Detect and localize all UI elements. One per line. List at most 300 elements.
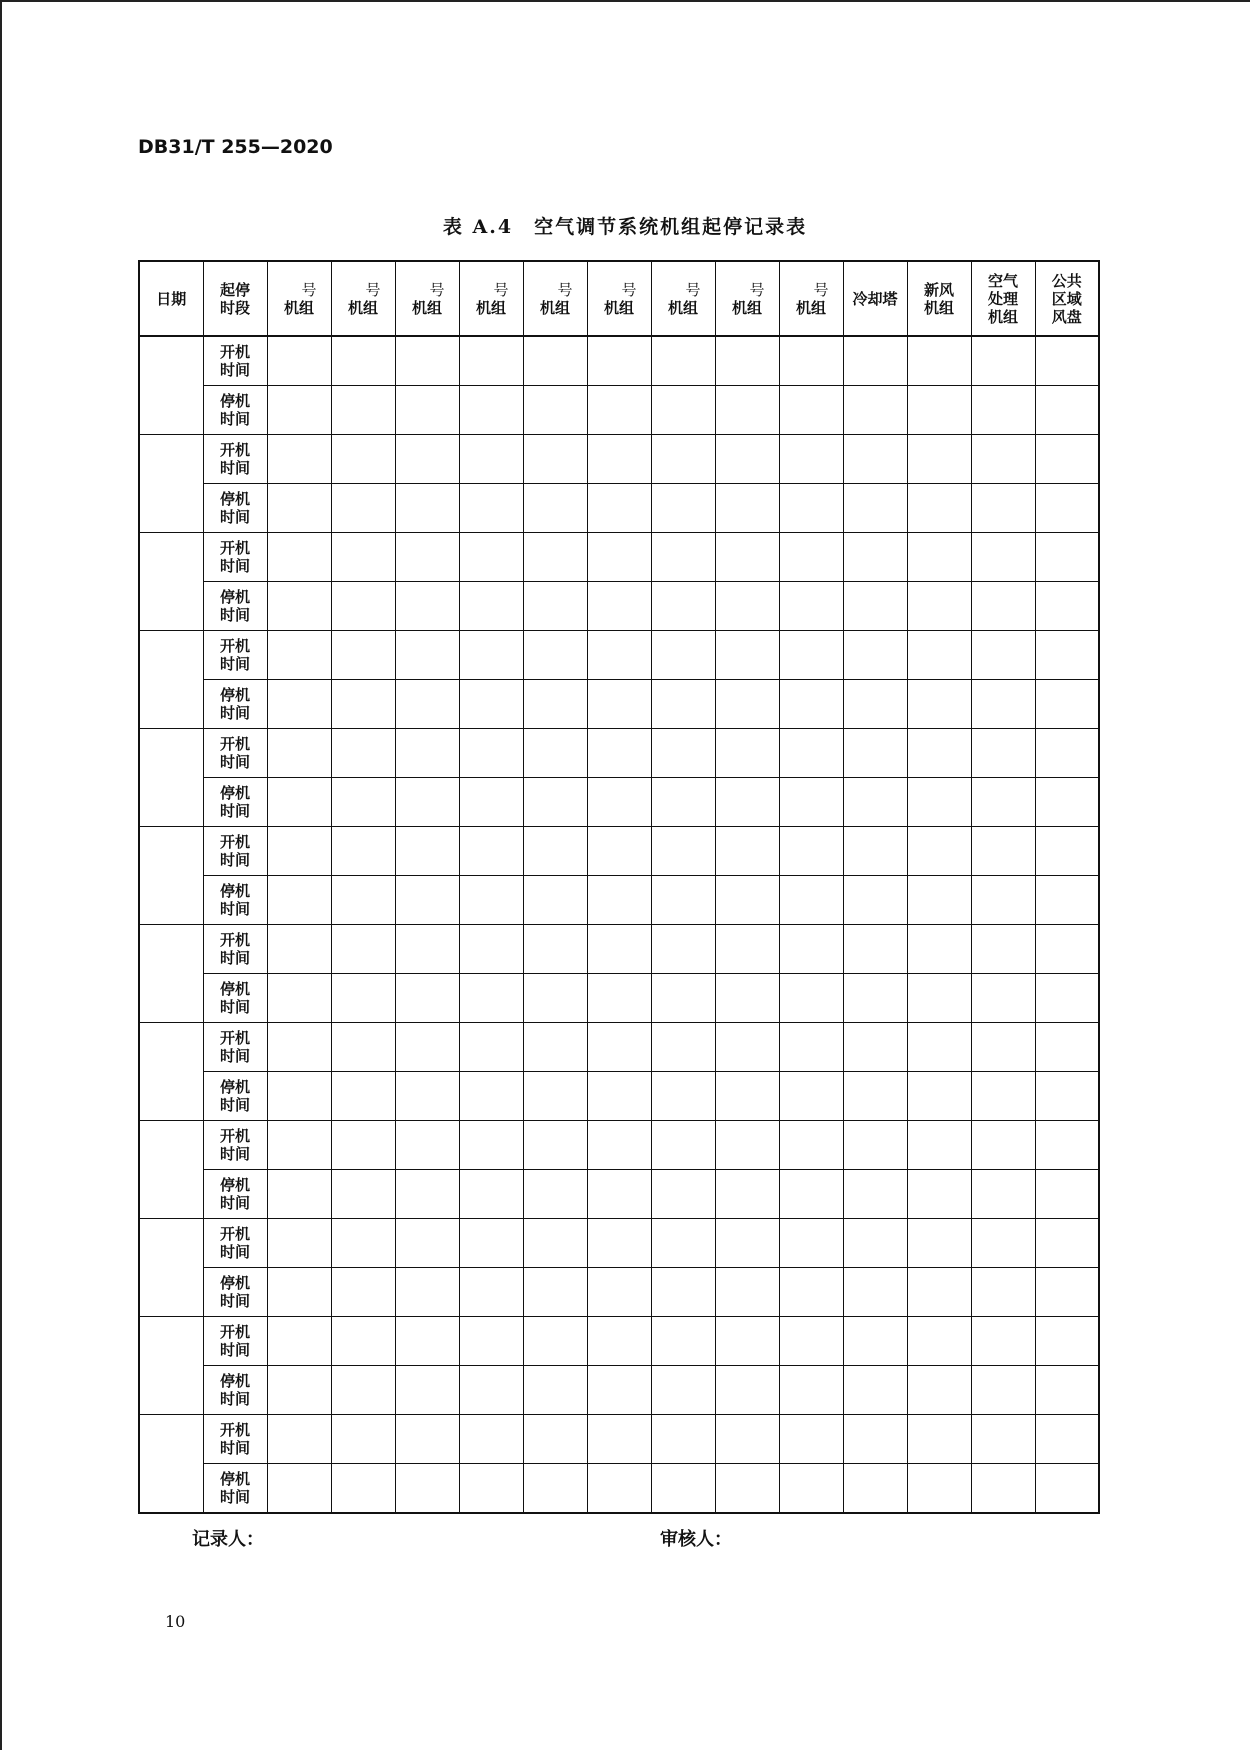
- record-cell: [651, 876, 715, 925]
- stop-time-label: 停机 时间: [203, 778, 267, 827]
- header-unit: 号 机组: [523, 261, 587, 336]
- record-cell: [587, 484, 651, 533]
- table-header-row: [139, 261, 1099, 336]
- table-row: [139, 435, 1099, 484]
- record-cell: [971, 1317, 1035, 1366]
- header-public-area-fan-coil: 公共 区域 风盘: [1035, 261, 1099, 336]
- record-cell: [1035, 925, 1099, 974]
- table-row: [139, 925, 1099, 974]
- start-time-label: 开机 时间: [203, 1219, 267, 1268]
- record-cell: [395, 1219, 459, 1268]
- record-cell: [779, 1317, 843, 1366]
- record-cell: [331, 631, 395, 680]
- page-left-border: [0, 0, 2, 1750]
- record-cell: [459, 876, 523, 925]
- start-time-label: 开机 时间: [203, 1023, 267, 1072]
- page-number: 10: [165, 1612, 186, 1631]
- header-air-handling-unit: 空气 处理 机组: [971, 261, 1035, 336]
- record-cell: [907, 925, 971, 974]
- record-cell: [651, 729, 715, 778]
- record-cell: [971, 876, 1035, 925]
- record-cell: [587, 778, 651, 827]
- record-cell: [523, 1219, 587, 1268]
- record-cell: [331, 533, 395, 582]
- header-unit: 号 机组: [651, 261, 715, 336]
- record-cell: [395, 876, 459, 925]
- record-cell: [459, 1464, 523, 1514]
- date-cell: [139, 1219, 203, 1317]
- record-cell: [843, 1023, 907, 1072]
- record-cell: [459, 1219, 523, 1268]
- table-title: 表 A.4 空气调节系统机组起停记录表: [442, 216, 808, 238]
- record-cell: [715, 1464, 779, 1514]
- table-row: [139, 1317, 1099, 1366]
- date-cell: [139, 336, 203, 435]
- record-cell: [587, 827, 651, 876]
- record-cell: [907, 386, 971, 435]
- record-cell: [1035, 1366, 1099, 1415]
- record-cell: [587, 336, 651, 386]
- table-row: [139, 386, 1099, 435]
- record-cell: [523, 1170, 587, 1219]
- header-unit: 号 机组: [587, 261, 651, 336]
- record-cell: [843, 1170, 907, 1219]
- record-cell: [779, 680, 843, 729]
- record-cell: [715, 484, 779, 533]
- record-cell: [907, 631, 971, 680]
- start-time-label: 开机 时间: [203, 435, 267, 484]
- record-cell: [587, 680, 651, 729]
- record-cell: [331, 1121, 395, 1170]
- record-cell: [907, 974, 971, 1023]
- record-cell: [779, 631, 843, 680]
- record-cell: [715, 1121, 779, 1170]
- header-cooling-tower: 冷却塔: [843, 261, 907, 336]
- record-cell: [331, 1170, 395, 1219]
- date-cell: [139, 1415, 203, 1514]
- stop-time-label: 停机 时间: [203, 680, 267, 729]
- record-cell: [395, 1464, 459, 1514]
- record-cell: [395, 386, 459, 435]
- table-row: [139, 1366, 1099, 1415]
- date-cell: [139, 435, 203, 533]
- record-cell: [843, 336, 907, 386]
- record-cell: [907, 1464, 971, 1514]
- recorder-label: 记录人：: [192, 1529, 264, 1550]
- date-cell: [139, 1121, 203, 1219]
- record-cell: [1035, 1072, 1099, 1121]
- record-cell: [779, 1023, 843, 1072]
- table-row: [139, 484, 1099, 533]
- record-cell: [395, 1366, 459, 1415]
- record-cell: [843, 680, 907, 729]
- record-cell: [1035, 974, 1099, 1023]
- record-cell: [267, 533, 331, 582]
- record-cell: [587, 1121, 651, 1170]
- record-cell: [971, 582, 1035, 631]
- record-cell: [907, 827, 971, 876]
- record-cell: [779, 533, 843, 582]
- record-cell: [779, 1072, 843, 1121]
- start-time-label: 开机 时间: [203, 336, 267, 386]
- record-cell: [907, 680, 971, 729]
- record-cell: [587, 1415, 651, 1464]
- record-cell: [459, 1317, 523, 1366]
- record-cell: [779, 729, 843, 778]
- record-cell: [971, 1170, 1035, 1219]
- record-cell: [843, 386, 907, 435]
- record-cell: [395, 1170, 459, 1219]
- record-cell: [715, 582, 779, 631]
- record-cell: [907, 1072, 971, 1121]
- record-cell: [651, 1072, 715, 1121]
- record-cell: [395, 729, 459, 778]
- record-cell: [395, 827, 459, 876]
- record-cell: [971, 386, 1035, 435]
- record-cell: [523, 1121, 587, 1170]
- record-cell: [267, 1366, 331, 1415]
- record-cell: [971, 1023, 1035, 1072]
- stop-time-label: 停机 时间: [203, 876, 267, 925]
- record-cell: [715, 876, 779, 925]
- record-cell: [331, 827, 395, 876]
- record-cell: [907, 1366, 971, 1415]
- record-cell: [523, 827, 587, 876]
- record-cell: [267, 1219, 331, 1268]
- record-cell: [331, 1072, 395, 1121]
- record-cell: [267, 386, 331, 435]
- record-cell: [715, 729, 779, 778]
- start-time-label: 开机 时间: [203, 729, 267, 778]
- record-cell: [587, 582, 651, 631]
- record-cell: [395, 336, 459, 386]
- record-cell: [907, 1415, 971, 1464]
- record-cell: [651, 435, 715, 484]
- record-cell: [587, 729, 651, 778]
- record-cell: [651, 1268, 715, 1317]
- record-cell: [523, 1464, 587, 1514]
- date-cell: [139, 729, 203, 827]
- start-time-label: 开机 时间: [203, 827, 267, 876]
- record-cell: [331, 876, 395, 925]
- record-cell: [843, 1415, 907, 1464]
- record-cell: [971, 680, 1035, 729]
- header-fresh-air-unit: 新风 机组: [907, 261, 971, 336]
- record-cell: [459, 631, 523, 680]
- stop-time-label: 停机 时间: [203, 1170, 267, 1219]
- record-cell: [1035, 1464, 1099, 1514]
- record-cell: [971, 1464, 1035, 1514]
- record-cell: [395, 1121, 459, 1170]
- table-row: [139, 1219, 1099, 1268]
- record-cell: [651, 1415, 715, 1464]
- record-cell: [1035, 1023, 1099, 1072]
- record-cell: [267, 778, 331, 827]
- record-cell: [395, 1317, 459, 1366]
- record-cell: [523, 631, 587, 680]
- record-cell: [779, 1464, 843, 1514]
- record-cell: [651, 974, 715, 1023]
- record-cell: [907, 729, 971, 778]
- record-cell: [715, 533, 779, 582]
- table-row: [139, 1121, 1099, 1170]
- record-cell: [843, 1219, 907, 1268]
- record-cell: [779, 435, 843, 484]
- record-cell: [715, 778, 779, 827]
- record-cell: [587, 435, 651, 484]
- record-cell: [907, 1317, 971, 1366]
- record-cell: [587, 1072, 651, 1121]
- record-cell: [843, 631, 907, 680]
- record-cell: [779, 484, 843, 533]
- table-body: [139, 336, 1099, 1513]
- record-cell: [715, 386, 779, 435]
- record-cell: [459, 729, 523, 778]
- start-time-label: 开机 时间: [203, 925, 267, 974]
- table-row: [139, 336, 1099, 386]
- record-cell: [843, 1464, 907, 1514]
- record-cell: [587, 925, 651, 974]
- date-cell: [139, 925, 203, 1023]
- record-cell: [267, 827, 331, 876]
- record-cell: [1035, 1415, 1099, 1464]
- record-cell: [1035, 582, 1099, 631]
- record-cell: [459, 1023, 523, 1072]
- record-cell: [267, 1072, 331, 1121]
- record-cell: [1035, 631, 1099, 680]
- record-cell: [715, 974, 779, 1023]
- record-cell: [651, 925, 715, 974]
- header-unit: 号 机组: [779, 261, 843, 336]
- record-cell: [907, 582, 971, 631]
- record-cell: [1035, 827, 1099, 876]
- record-cell: [907, 876, 971, 925]
- record-cell: [459, 925, 523, 974]
- record-cell: [395, 1023, 459, 1072]
- record-cell: [267, 876, 331, 925]
- record-cell: [587, 1366, 651, 1415]
- record-cell: [971, 1219, 1035, 1268]
- record-cell: [267, 729, 331, 778]
- record-cell: [843, 827, 907, 876]
- record-cell: [267, 680, 331, 729]
- record-cell: [1035, 533, 1099, 582]
- record-cell: [907, 1268, 971, 1317]
- start-time-label: 开机 时间: [203, 631, 267, 680]
- record-cell: [331, 925, 395, 974]
- record-cell: [459, 582, 523, 631]
- record-cell: [907, 435, 971, 484]
- record-cell: [331, 1023, 395, 1072]
- record-cell: [395, 925, 459, 974]
- record-cell: [267, 1170, 331, 1219]
- record-cell: [459, 1170, 523, 1219]
- record-cell: [331, 435, 395, 484]
- record-cell: [267, 336, 331, 386]
- record-cell: [395, 582, 459, 631]
- record-cell: [395, 484, 459, 533]
- record-cell: [331, 1464, 395, 1514]
- record-cell: [395, 680, 459, 729]
- record-cell: [1035, 336, 1099, 386]
- record-cell: [715, 1023, 779, 1072]
- record-cell: [907, 1023, 971, 1072]
- record-cell: [971, 1366, 1035, 1415]
- record-cell: [843, 1072, 907, 1121]
- record-cell: [267, 925, 331, 974]
- stop-time-label: 停机 时间: [203, 974, 267, 1023]
- record-cell: [523, 729, 587, 778]
- record-cell: [267, 631, 331, 680]
- table-row: [139, 1072, 1099, 1121]
- record-cell: [651, 1170, 715, 1219]
- header-unit: 号 机组: [459, 261, 523, 336]
- record-cell: [715, 1219, 779, 1268]
- page-top-border: [0, 0, 1250, 2]
- table-row: [139, 827, 1099, 876]
- record-cell: [843, 1366, 907, 1415]
- record-cell: [395, 778, 459, 827]
- header-unit: 号 机组: [715, 261, 779, 336]
- start-time-label: 开机 时间: [203, 1121, 267, 1170]
- record-cell: [779, 1121, 843, 1170]
- record-cell: [971, 974, 1035, 1023]
- record-cell: [779, 778, 843, 827]
- record-cell: [971, 778, 1035, 827]
- table-row: [139, 1268, 1099, 1317]
- record-cell: [907, 778, 971, 827]
- record-cell: [267, 484, 331, 533]
- record-cell: [971, 729, 1035, 778]
- record-cell: [459, 680, 523, 729]
- date-cell: [139, 1317, 203, 1415]
- stop-time-label: 停机 时间: [203, 1072, 267, 1121]
- record-cell: [651, 336, 715, 386]
- record-cell: [523, 1023, 587, 1072]
- record-cell: [459, 533, 523, 582]
- record-cell: [395, 631, 459, 680]
- record-cell: [651, 778, 715, 827]
- record-cell: [843, 778, 907, 827]
- record-cell: [651, 680, 715, 729]
- record-cell: [395, 974, 459, 1023]
- header-unit: 号 机组: [267, 261, 331, 336]
- record-cell: [459, 1268, 523, 1317]
- date-cell: [139, 1023, 203, 1121]
- record-cell: [331, 778, 395, 827]
- record-cell: [715, 1366, 779, 1415]
- record-cell: [843, 974, 907, 1023]
- record-cell: [651, 1121, 715, 1170]
- start-time-label: 开机 时间: [203, 1415, 267, 1464]
- record-cell: [843, 582, 907, 631]
- record-cell: [267, 435, 331, 484]
- stop-time-label: 停机 时间: [203, 1366, 267, 1415]
- record-cell: [1035, 729, 1099, 778]
- table-row: [139, 533, 1099, 582]
- record-cell: [395, 533, 459, 582]
- record-cell: [523, 974, 587, 1023]
- stop-time-label: 停机 时间: [203, 1268, 267, 1317]
- record-cell: [267, 974, 331, 1023]
- start-time-label: 开机 时间: [203, 1317, 267, 1366]
- record-cell: [267, 1415, 331, 1464]
- date-cell: [139, 631, 203, 729]
- record-cell: [651, 1464, 715, 1514]
- record-cell: [971, 336, 1035, 386]
- record-cell: [459, 435, 523, 484]
- record-cell: [651, 1366, 715, 1415]
- record-cell: [1035, 1121, 1099, 1170]
- record-cell: [651, 1219, 715, 1268]
- record-cell: [1035, 1219, 1099, 1268]
- header-date: 日期: [139, 261, 203, 336]
- record-cell: [715, 1317, 779, 1366]
- table-row: [139, 778, 1099, 827]
- record-cell: [779, 876, 843, 925]
- record-cell: [715, 435, 779, 484]
- record-cell: [267, 1464, 331, 1514]
- record-cell: [1035, 876, 1099, 925]
- record-cell: [587, 1023, 651, 1072]
- record-cell: [971, 925, 1035, 974]
- record-cell: [715, 925, 779, 974]
- record-cell: [651, 1317, 715, 1366]
- record-cell: [523, 925, 587, 974]
- record-cell: [395, 1415, 459, 1464]
- record-cell: [971, 1072, 1035, 1121]
- record-cell: [523, 1072, 587, 1121]
- table-row: [139, 1464, 1099, 1514]
- table-row: [139, 1415, 1099, 1464]
- record-cell: [651, 533, 715, 582]
- record-cell: [331, 974, 395, 1023]
- record-cell: [843, 925, 907, 974]
- record-cell: [587, 1170, 651, 1219]
- header-unit: 号 机组: [331, 261, 395, 336]
- record-cell: [523, 435, 587, 484]
- record-cell: [779, 582, 843, 631]
- record-cell: [459, 336, 523, 386]
- record-cell: [971, 827, 1035, 876]
- record-cell: [1035, 1268, 1099, 1317]
- record-cell: [971, 484, 1035, 533]
- record-cell: [843, 484, 907, 533]
- record-cell: [331, 336, 395, 386]
- record-cell: [331, 1317, 395, 1366]
- record-cell: [1035, 1170, 1099, 1219]
- record-cell: [1035, 1317, 1099, 1366]
- record-cell: [331, 386, 395, 435]
- table-row: [139, 729, 1099, 778]
- record-cell: [779, 1268, 843, 1317]
- record-cell: [651, 1023, 715, 1072]
- record-cell: [331, 680, 395, 729]
- record-cell: [779, 386, 843, 435]
- record-cell: [843, 533, 907, 582]
- date-cell: [139, 827, 203, 925]
- record-cell: [843, 729, 907, 778]
- record-cell: [971, 1415, 1035, 1464]
- record-cell: [523, 1268, 587, 1317]
- record-cell: [907, 1170, 971, 1219]
- reviewer-label: 审核人：: [660, 1529, 732, 1550]
- record-cell: [331, 1366, 395, 1415]
- record-cell: [715, 1072, 779, 1121]
- record-cell: [779, 336, 843, 386]
- record-cell: [267, 1268, 331, 1317]
- record-cell: [267, 1121, 331, 1170]
